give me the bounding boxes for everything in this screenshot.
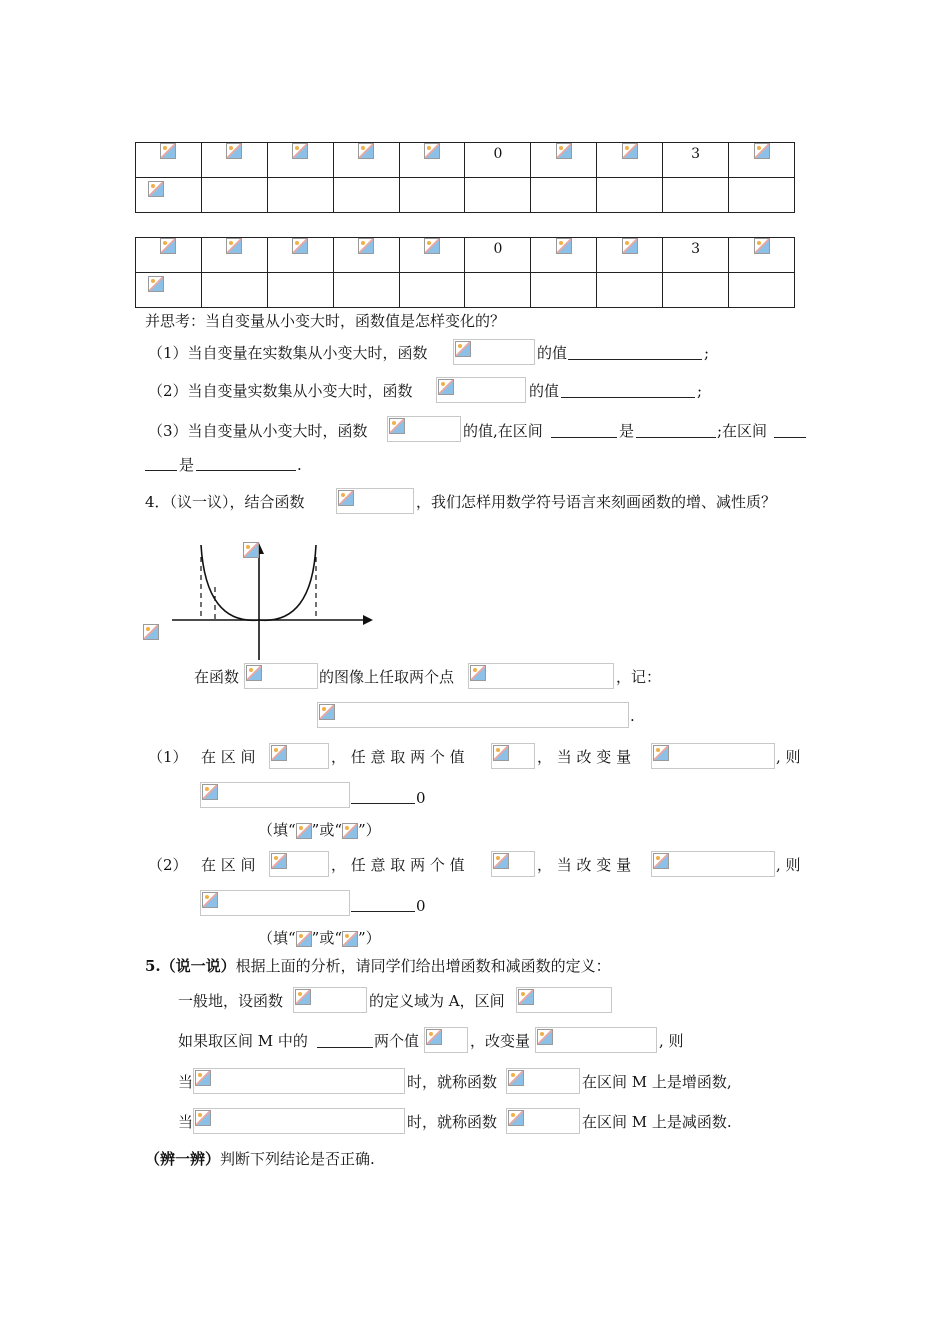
table-cell[interactable] <box>333 273 399 308</box>
table-cell[interactable] <box>465 273 531 308</box>
x-axis-arrow <box>363 615 373 625</box>
image-placeholder-icon <box>653 745 669 761</box>
table-cell[interactable] <box>465 178 531 213</box>
p5-line4-c: 在区间 M 上是减函数. <box>582 1113 732 1131</box>
item2-zero: 0 <box>416 897 426 915</box>
item2-fill-hint <box>258 928 381 948</box>
table-cell[interactable] <box>729 178 795 213</box>
q3-text-a: （3）当自变量从小变大时，函数 <box>148 422 368 440</box>
image-placeholder-icon <box>148 181 164 197</box>
table-cell[interactable] <box>663 273 729 308</box>
table-cell[interactable] <box>729 273 795 308</box>
table-cell[interactable] <box>333 178 399 213</box>
table-cell <box>333 238 399 273</box>
item1-text-a: 在 区 间 <box>201 748 256 766</box>
item2-text-b: ， 任 意 取 两 个 值 <box>331 856 465 874</box>
item2-text-d: , 则 <box>776 856 801 874</box>
table-cell <box>465 238 531 273</box>
graph-text-c: ，记： <box>616 668 662 686</box>
table-cell <box>531 238 597 273</box>
q2-text-c: ; <box>697 382 703 400</box>
q1-text-a: （1）当自变量在实数集从小变大时，函数 <box>148 344 428 362</box>
table-cell <box>333 143 399 178</box>
item1-text-b: ， 任 意 取 两 个 值 <box>331 748 465 766</box>
formula-box <box>424 1027 468 1053</box>
image-placeholder-icon <box>556 143 572 159</box>
image-placeholder-icon <box>622 238 638 254</box>
p5-line1-a: 一般地，设函数 <box>178 992 284 1010</box>
p5-title-text: 根据上面的分析，请同学们给出增函数和减函数的定义： <box>235 957 611 975</box>
table-row <box>136 143 795 178</box>
q2-text-b: 的值 <box>529 382 560 400</box>
image-placeholder-icon <box>493 853 509 869</box>
image-placeholder-icon <box>296 823 312 839</box>
image-placeholder-icon <box>202 784 218 800</box>
formula-box <box>244 663 318 689</box>
image-placeholder-icon <box>226 143 242 159</box>
image-placeholder-icon <box>246 665 262 681</box>
formula-box <box>506 1108 580 1134</box>
p5-line3-c: 在区间 M 上是增函数, <box>582 1073 732 1091</box>
p5-title <box>145 956 611 976</box>
image-placeholder-icon <box>426 1029 442 1045</box>
image-placeholder-icon <box>556 238 572 254</box>
q3-text-d: ;在区间 <box>717 422 768 440</box>
q3-text-c: 是 <box>619 422 635 440</box>
image-placeholder-icon <box>271 853 287 869</box>
table-cell[interactable] <box>531 178 597 213</box>
table-cell <box>663 143 729 178</box>
blank-line[interactable] <box>561 383 695 398</box>
item1-text-d: , 则 <box>776 748 801 766</box>
table-cell <box>201 238 267 273</box>
p4-text-b: ，我们怎样用数学符号语言来刻画函数的增、减性质？ <box>416 493 777 511</box>
image-placeholder-icon <box>358 143 374 159</box>
formula-box <box>336 488 414 514</box>
image-placeholder-icon <box>493 745 509 761</box>
q3-text-f: . <box>297 456 302 474</box>
table-cell <box>729 238 795 273</box>
fill-hint-text: （填“ <box>258 929 296 947</box>
parabola-graph <box>140 535 390 660</box>
cell-value: 3 <box>691 241 701 257</box>
formula-box <box>269 851 329 877</box>
table-cell[interactable] <box>597 178 663 213</box>
cell-value: 0 <box>493 146 503 162</box>
p4-text-a: 4．（议一议），结合函数 <box>145 493 305 511</box>
image-placeholder-icon <box>160 143 176 159</box>
table-cell <box>136 238 202 273</box>
table-cell <box>663 238 729 273</box>
image-placeholder-icon <box>424 143 440 159</box>
formula-box <box>200 890 350 916</box>
table-cell[interactable] <box>267 178 333 213</box>
blank-line[interactable] <box>351 897 415 912</box>
formula-box <box>651 743 775 769</box>
formula-box <box>453 339 535 365</box>
table-cell[interactable] <box>663 178 729 213</box>
formula-box <box>193 1068 405 1094</box>
value-table-1 <box>135 142 795 213</box>
graph-text-b: 的图像上任取两个点 <box>319 668 455 686</box>
item2-text-c: ， 当 改 变 量 <box>537 856 632 874</box>
fill-hint-text: ”或“ <box>311 929 343 947</box>
image-placeholder-icon <box>143 624 159 640</box>
think-prompt: 并思考：当自变量从小变大时，函数值是怎样变化的？ <box>145 312 506 330</box>
image-placeholder-icon <box>754 238 770 254</box>
cell-value: 3 <box>691 146 701 162</box>
image-placeholder-icon <box>342 823 358 839</box>
table-cell[interactable] <box>201 273 267 308</box>
blank-line[interactable] <box>774 423 806 438</box>
bian-section <box>145 1149 375 1169</box>
q3-text-b: 的值,在区间 <box>463 422 543 440</box>
table-cell <box>267 238 333 273</box>
formula-box <box>516 987 612 1013</box>
formula-box <box>317 702 629 728</box>
q1-text-b: 的值 <box>537 344 568 362</box>
image-placeholder-icon <box>296 931 312 947</box>
table-cell <box>136 273 202 308</box>
bian-text: 判断下列结论是否正确. <box>220 1150 375 1168</box>
table-cell[interactable] <box>201 178 267 213</box>
item2-text-a: 在 区 间 <box>201 856 256 874</box>
formula-box <box>651 851 775 877</box>
p5-line4-b: 时，就称函数 <box>407 1113 498 1131</box>
image-placeholder-icon <box>148 276 164 292</box>
p5-line2-c: ，改变量 <box>470 1032 531 1050</box>
image-placeholder-icon <box>338 490 354 506</box>
image-placeholder-icon <box>358 238 374 254</box>
image-placeholder-icon <box>295 989 311 1005</box>
cell-value: 0 <box>493 241 503 257</box>
item1-zero: 0 <box>416 789 426 807</box>
blank-line[interactable] <box>636 423 716 438</box>
image-placeholder-icon <box>271 745 287 761</box>
item2-number: （2） <box>148 856 188 874</box>
fill-hint-text: （填“ <box>258 821 296 839</box>
formula-box <box>491 743 535 769</box>
image-placeholder-icon <box>319 704 335 720</box>
table-cell[interactable] <box>399 178 465 213</box>
formula-box <box>491 851 535 877</box>
formula-box <box>535 1027 657 1053</box>
bian-title: （辨一辨） <box>145 1150 221 1168</box>
table-cell <box>136 178 202 213</box>
p5-title-bold: 5.（说一说） <box>145 957 236 975</box>
image-placeholder-icon <box>243 542 259 558</box>
image-placeholder-icon <box>292 143 308 159</box>
blank-line[interactable] <box>145 456 177 471</box>
table-row <box>136 238 795 273</box>
table-cell[interactable] <box>267 273 333 308</box>
table-cell <box>597 143 663 178</box>
table-cell[interactable] <box>531 273 597 308</box>
blank-line[interactable] <box>351 789 415 804</box>
image-placeholder-icon <box>195 1070 211 1086</box>
table-cell <box>136 143 202 178</box>
image-placeholder-icon <box>202 892 218 908</box>
fill-hint-text: ”或“ <box>311 821 343 839</box>
item1-number: （1） <box>148 748 188 766</box>
image-placeholder-icon <box>653 853 669 869</box>
table-cell <box>531 143 597 178</box>
image-placeholder-icon <box>424 238 440 254</box>
formula-box <box>436 377 526 403</box>
blank-line[interactable] <box>196 456 296 471</box>
image-placeholder-icon <box>470 665 486 681</box>
formula-box <box>200 782 350 808</box>
formula-box <box>293 987 367 1013</box>
graph-text-d: . <box>630 707 635 725</box>
fill-hint-text: ”） <box>358 929 381 947</box>
p5-line3-a: 当 <box>178 1073 194 1091</box>
table-cell[interactable] <box>399 273 465 308</box>
image-placeholder-icon <box>518 989 534 1005</box>
image-placeholder-icon <box>508 1070 524 1086</box>
table-cell <box>399 143 465 178</box>
item1-fill-hint <box>258 820 381 840</box>
table-row <box>136 273 795 308</box>
image-placeholder-icon <box>455 341 471 357</box>
blank-line[interactable] <box>551 423 617 438</box>
p5-line2-d: , 则 <box>659 1032 684 1050</box>
blank-line[interactable] <box>317 1033 373 1048</box>
table-cell <box>399 238 465 273</box>
image-placeholder-icon <box>754 143 770 159</box>
p5-line2-a: 如果取区间 M 中的 <box>178 1032 308 1050</box>
p5-line2-b: 两个值 <box>374 1032 420 1050</box>
image-placeholder-icon <box>292 238 308 254</box>
image-placeholder-icon <box>438 379 454 395</box>
q3-text-e: 是 <box>179 456 195 474</box>
formula-box <box>387 416 461 442</box>
table-cell <box>201 143 267 178</box>
p5-line4-a: 当 <box>178 1113 194 1131</box>
table-cell <box>465 143 531 178</box>
image-placeholder-icon <box>537 1029 553 1045</box>
image-placeholder-icon <box>622 143 638 159</box>
table-cell[interactable] <box>597 273 663 308</box>
formula-box <box>193 1108 405 1134</box>
blank-line[interactable] <box>568 345 702 360</box>
table-cell <box>597 238 663 273</box>
formula-box <box>506 1068 580 1094</box>
image-placeholder-icon <box>160 238 176 254</box>
image-placeholder-icon <box>195 1110 211 1126</box>
image-placeholder-icon <box>389 418 405 434</box>
p5-line1-b: 的定义域为 A，区间 <box>369 992 505 1010</box>
formula-box <box>269 743 329 769</box>
table-row <box>136 178 795 213</box>
image-placeholder-icon <box>226 238 242 254</box>
image-placeholder-icon <box>508 1110 524 1126</box>
q2-text-a: （2）当自变量实数集从小变大时，函数 <box>148 382 413 400</box>
value-table-2 <box>135 237 795 308</box>
table-cell <box>729 143 795 178</box>
graph-text-a: 在函数 <box>194 668 240 686</box>
image-placeholder-icon <box>342 931 358 947</box>
q1-text-c: ; <box>704 344 710 362</box>
table-cell <box>267 143 333 178</box>
p5-line3-b: 时，就称函数 <box>407 1073 498 1091</box>
fill-hint-text: ”） <box>358 821 381 839</box>
item1-text-c: ， 当 改 变 量 <box>537 748 632 766</box>
formula-box <box>468 663 614 689</box>
